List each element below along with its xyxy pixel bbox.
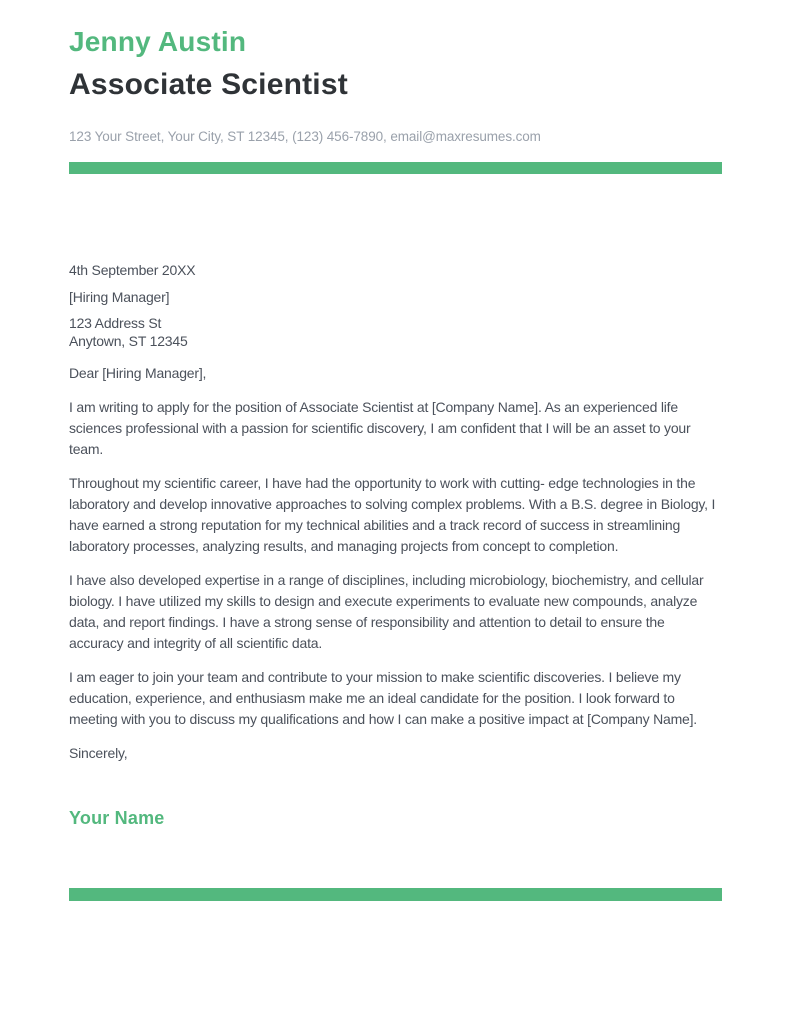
page-content bbox=[0, 25, 791, 829]
body-paragraph-1: I am writing to apply for the position of Associate Scientist at [Company Name]. As an experienced life sciences professional with a passion for scientific discovery, I am confident that I will be an asset to your team. bbox=[69, 399, 691, 458]
recipient-address bbox=[69, 314, 722, 350]
letter-date: 4th September 20XX bbox=[69, 262, 196, 279]
closing: Sincerely, bbox=[69, 745, 128, 762]
letter-body bbox=[69, 260, 722, 829]
signature-name: Your Name bbox=[69, 808, 165, 829]
salutation: Dear [Hiring Manager], bbox=[69, 365, 207, 382]
applicant-name: Jenny Austin bbox=[69, 26, 247, 57]
recipient-address-line2: Anytown, ST 12345 bbox=[69, 333, 188, 350]
body-paragraph-3: I have also developed expertise in a range of disciplines, including microbiology, biochemistry, and cellular biology. I have utilized my skills to design and execute experiments to evaluate new compounds, analyze data, and report findings. I have a strong sense of responsibility and attention to detail to ensure the accuracy and integrity of all scientific data. bbox=[69, 572, 704, 652]
letter-header bbox=[69, 25, 722, 174]
recipient-address-line1: 123 Address St bbox=[69, 315, 162, 332]
body-paragraph-4: I am eager to join your team and contribute to your mission to make scientific discoveries. I believe my education, experience, and enthusiasm make me an ideal candidate for the position. I look forward to meeting with you to discuss my qualifications and how I can make a positive impact at [Company Name]. bbox=[69, 669, 697, 728]
contact-info: 123 Your Street, Your City, ST 12345, (123) 456-7890, email@maxresumes.com bbox=[69, 129, 541, 145]
recipient-name: [Hiring Manager] bbox=[69, 289, 170, 306]
applicant-job-title: Associate Scientist bbox=[69, 67, 348, 101]
header-divider-bar bbox=[69, 162, 722, 174]
footer-divider-bar bbox=[69, 888, 722, 901]
body-paragraph-2: Throughout my scientific career, I have had the opportunity to work with cutting- edge technologies in the laboratory and develop innovative approaches to solving complex problems. With a B.S. degree in Biology, I have earned a strong reputation for my technical abilities and a track record of success in streamlining laboratory processes, analyzing results, and managing projects from concept to completion. bbox=[69, 475, 716, 555]
